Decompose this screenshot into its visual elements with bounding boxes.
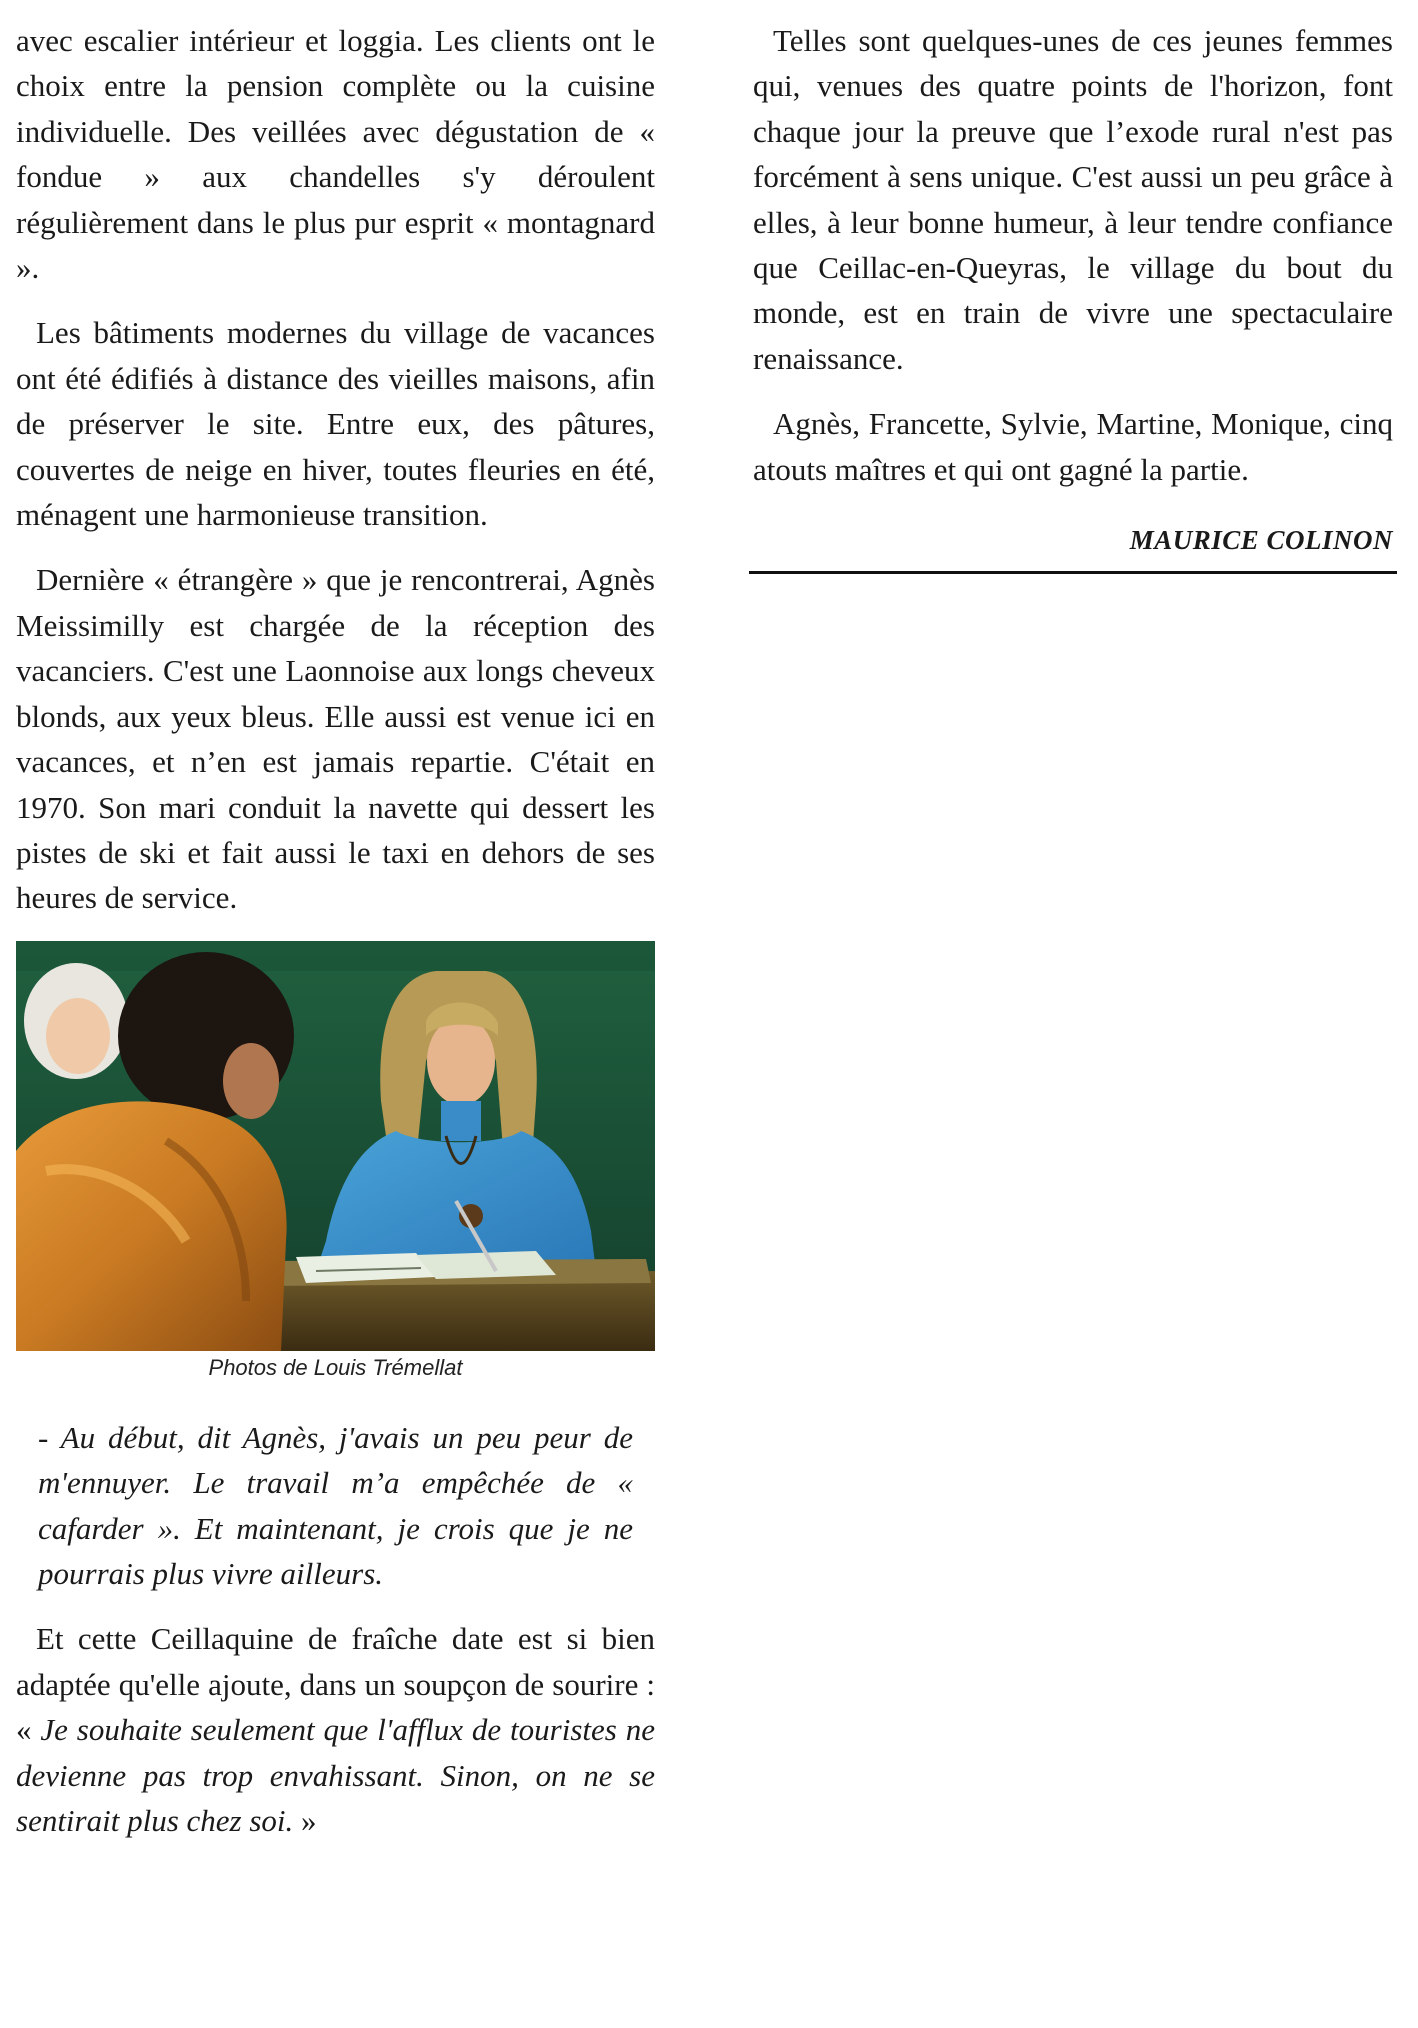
end-rule (749, 571, 1397, 574)
photo-figure (16, 941, 655, 1383)
paragraph: Telles sont quelques-unes de ces jeunes femmes qui, venues des quatre points de l'horizon, font chaque jour la preuve que l’exode rural n'est pas forcément à sens unique. C'est aussi un peu grâce à elles, à leur bonne humeur, à leur tendre confiance que Ceillac-en-Queyras, le village du bout du monde, est en train de vivre une spectaculaire renaissance. (753, 23, 1393, 376)
paragraph (16, 1616, 655, 1843)
paragraph: Agnès, Francette, Sylvie, Martine, Monique, cinq atouts maîtres et qui ont gagné la partie. (753, 406, 1393, 487)
paragraph: Dernière « étrangère » que je rencontrerai, Agnès Meissimilly est chargée de la réception des vacanciers. C'est une Laonnoise aux longs cheveux blonds, aux yeux bleus. Elle aussi est venue ici en vacances, et n’en est jamais repartie. C'était en 1970. Son mari conduit la navette qui dessert les pistes de ski et fait aussi le taxi en dehors de ses heures de service. (16, 562, 655, 916)
quoted-speech: Je souhaite seulement que l'afflux de touristes ne devienne pas trop envahissant. Sinon, on ne se sentirait plus chez soi. (16, 1712, 655, 1838)
photo-caption: Photos de Louis Trémellat (208, 1354, 463, 1380)
paragraph: avec escalier intérieur et loggia. Les clients ont le choix entre la pension complète ou la cuisine individuelle. Des veillées avec dégustation de « fondue » aux chandelles s'y déroulent régulièrement dans le plus pur esprit « montagnard ». (16, 23, 655, 286)
quote-paragraph: - Au début, dit Agnès, j'avais un peu peur de m'ennuyer. Le travail m’a empêchée de « cafarder ». Et maintenant, je crois que je ne pourrais plus vivre ailleurs. (38, 1419, 633, 1591)
closing-quote: » (293, 1802, 317, 1838)
reception-photo (16, 941, 655, 1351)
right-column (753, 18, 1393, 574)
author-signature: MAURICE COLINON (1129, 525, 1393, 556)
paragraph: Les bâtiments modernes du village de vacances ont été édifiés à distance des vieilles maisons, afin de préserver le site. Entre eux, des pâtures, couvertes de neige en hiver, toutes fleuries en été, ménagent une harmonieuse transition. (16, 315, 655, 533)
paragraph-intro: Et cette Ceillaquine de fraîche date est si bien adaptée qu'elle ajoute, dans un soupçon de sourire : « (16, 1621, 655, 1748)
left-column (16, 18, 655, 1863)
photo-illustration (16, 941, 655, 1351)
